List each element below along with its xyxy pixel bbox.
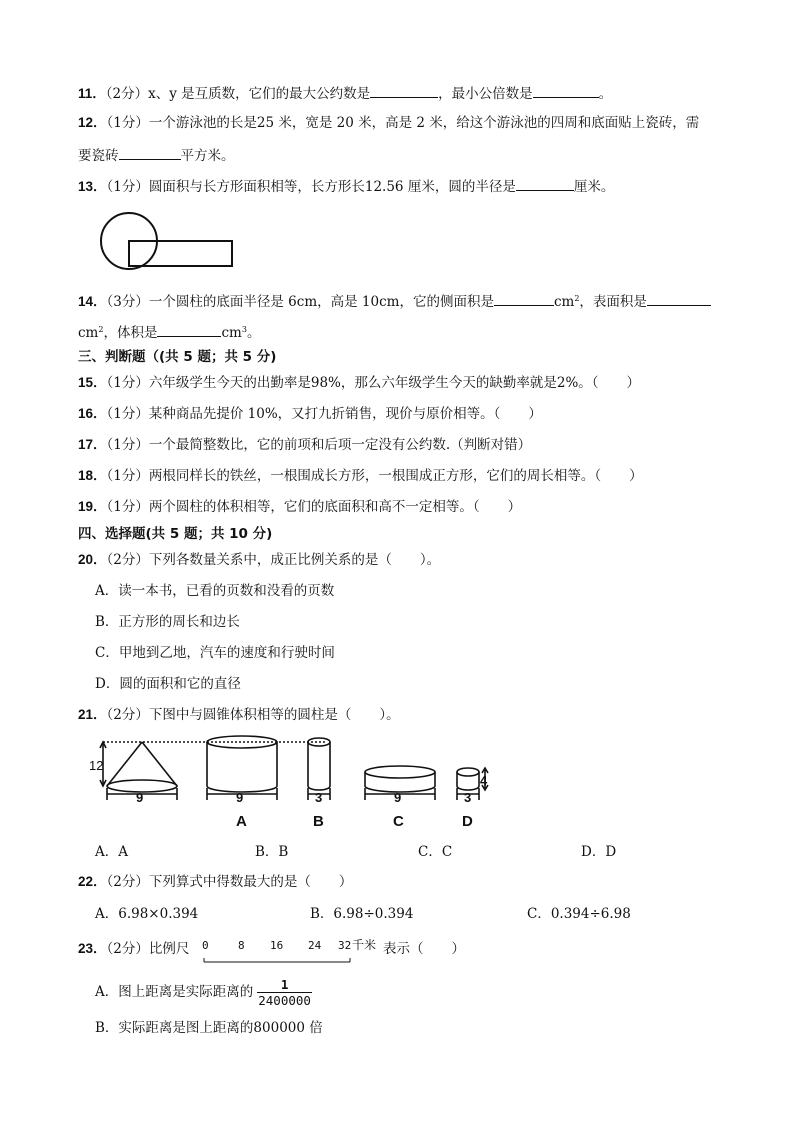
cone-cylinders-figure xyxy=(89,730,495,832)
cylinder-d-diameter-label: 3 xyxy=(464,790,472,805)
option-b[interactable]: B．实际距离是图上距离的800000 倍 xyxy=(95,1020,323,1036)
question-text: 两个圆柱的体积相等，它们的底面积和高不一定相等。（ xyxy=(148,499,480,515)
cylinder-a-top xyxy=(207,736,277,748)
question-18 xyxy=(78,467,643,485)
option-c[interactable]: C．甲地到乙地，汽车的速度和行驶时间 xyxy=(95,645,335,661)
cone-diameter-label: 9 xyxy=(136,790,144,805)
question-13 xyxy=(78,176,614,196)
answer-blank[interactable] xyxy=(370,83,438,98)
option-b[interactable]: B．B xyxy=(255,844,289,860)
answer-blank[interactable] xyxy=(157,322,221,337)
question-text: 表示（ xyxy=(383,941,424,957)
close-paren: ）。 xyxy=(379,707,400,723)
option-c[interactable]: C．C xyxy=(418,844,453,860)
question-text: ，体积是 xyxy=(103,325,158,341)
cylinder-c-diameter-label: 9 xyxy=(394,790,402,805)
unit-text: cm xyxy=(553,294,575,310)
close-paren: ） xyxy=(338,874,353,890)
question-score: （1分） xyxy=(106,468,149,484)
question-score: （2分） xyxy=(106,941,149,957)
question-16 xyxy=(78,405,542,423)
scale-unit-label: 千米 xyxy=(352,938,377,952)
question-15 xyxy=(78,374,640,392)
option-text: A．图上距离是实际距离的 xyxy=(95,984,254,1000)
close-paren: ） xyxy=(528,406,542,422)
question-text: 圆面积与长方形面积相等，长方形长12.56 厘米，圆的半径是 xyxy=(148,179,516,195)
fraction-denominator: 2400000 xyxy=(258,993,311,1008)
question-number: 13． xyxy=(78,179,107,194)
close-paren: ） xyxy=(626,375,641,391)
option-d[interactable]: D．圆的面积和它的直径 xyxy=(95,676,241,692)
question-number: 23． xyxy=(78,941,107,956)
fraction xyxy=(257,977,312,1008)
question-text: 两根同样长的铁丝，一根围成长方形，一根围成正方形，它们的周长相等。（ xyxy=(148,468,602,484)
section-heading-judgement: 三、判断题（(共 5 题；共 5 分) xyxy=(78,349,277,365)
question-score: （1分） xyxy=(106,375,149,391)
question-number: 22． xyxy=(78,874,107,889)
question-19 xyxy=(78,498,521,516)
question-number: 12． xyxy=(78,115,107,130)
answer-blank[interactable] xyxy=(647,291,711,306)
question-text: 厘米。 xyxy=(573,179,615,195)
question-text: 下图中与圆锥体积相等的圆柱是（ xyxy=(148,707,352,723)
scale-tick-label: 24 xyxy=(308,939,322,952)
unit-text: cm xyxy=(221,325,242,341)
question-score: （1分） xyxy=(106,406,149,422)
question-number: 16． xyxy=(78,406,107,421)
section-heading-choice: 四、选择题(共 5 题；共 10 分) xyxy=(78,526,273,542)
cylinder-b-diameter-label: 3 xyxy=(315,790,323,805)
option-c[interactable]: C．0.394÷6.98 xyxy=(527,906,631,922)
close-paren: ） xyxy=(451,941,465,957)
answer-blank[interactable] xyxy=(516,176,574,191)
question-number: 15． xyxy=(78,375,107,390)
question-text: 。 xyxy=(246,325,261,341)
unit-superscript: 2 xyxy=(98,325,104,334)
question-17 xyxy=(78,436,531,454)
option-a[interactable]: A．读一本书，已看的页数和没看的页数 xyxy=(95,583,335,599)
question-text: 。 xyxy=(598,86,613,102)
cylinder-a-diameter-label: 9 xyxy=(236,790,244,805)
cylinder-c-top xyxy=(365,766,435,778)
question-text: ，最小公倍数是 xyxy=(438,86,533,102)
question-text: 下列各数量关系中，成正比例关系的是（ xyxy=(148,552,392,568)
question-number: 20． xyxy=(78,552,107,567)
cylinder-d-height-label: 4 xyxy=(480,773,488,788)
option-a[interactable]: A．A xyxy=(95,844,128,860)
question-score: （1分） xyxy=(106,115,149,131)
scale-tick-label: 8 xyxy=(238,939,245,952)
question-score: （2分） xyxy=(106,707,149,723)
answer-blank[interactable] xyxy=(533,83,599,98)
scale-tick-label: 32 xyxy=(338,939,352,952)
answer-blank[interactable] xyxy=(119,145,181,160)
question-11 xyxy=(78,83,612,103)
question-text: 一个最简整数比，它的前项和后项一定没有公约数.（判断对错） xyxy=(148,437,532,453)
question-number: 11． xyxy=(78,86,106,101)
question-text: 六年级学生今天的出勤率是98%，那么六年级学生今天的缺勤率就是2%。（ xyxy=(148,375,599,391)
option-b[interactable]: B．6.98÷0.394 xyxy=(310,906,414,922)
question-text: x、y 是互质数，它们的最大公约数是 xyxy=(148,86,371,102)
close-paren: ） xyxy=(507,499,522,515)
question-score: （2分） xyxy=(106,874,149,890)
circle-rectangle-figure xyxy=(95,208,240,274)
unit-superscript: 3 xyxy=(241,325,247,334)
option-b[interactable]: B．正方形的周长和边长 xyxy=(95,614,240,630)
question-number: 19． xyxy=(78,499,107,514)
close-paren: ） xyxy=(629,468,643,484)
question-score: （3分） xyxy=(106,294,149,310)
fraction-numerator: 1 xyxy=(280,977,289,992)
rectangle-shape xyxy=(129,241,232,266)
question-23-tail xyxy=(383,940,465,958)
scale-tick-label: 16 xyxy=(270,939,284,952)
cylinder-d-top xyxy=(457,768,479,776)
question-14-cont xyxy=(78,321,260,342)
question-number: 18． xyxy=(78,468,107,483)
question-score: （1分） xyxy=(106,499,149,515)
question-text: 平方米。 xyxy=(180,148,235,164)
question-21 xyxy=(78,706,400,724)
answer-blank[interactable] xyxy=(494,291,554,306)
question-number: 21． xyxy=(78,707,107,722)
question-12-cont xyxy=(78,145,235,165)
question-23 xyxy=(78,940,189,958)
question-score: （1分） xyxy=(106,179,149,195)
question-22 xyxy=(78,873,352,891)
figure-label-a: A xyxy=(236,813,247,830)
question-score: （2分） xyxy=(105,86,149,102)
unit-text: cm xyxy=(78,325,99,341)
question-number: 14． xyxy=(78,294,107,309)
question-score: （2分） xyxy=(106,552,149,568)
figure-label-c: C xyxy=(393,813,404,830)
option-a[interactable]: A．6.98×0.394 xyxy=(95,906,199,922)
question-score: （1分） xyxy=(106,437,149,453)
question-number: 17． xyxy=(78,437,107,452)
option-d[interactable]: D．D xyxy=(581,844,617,860)
close-paren: ）。 xyxy=(419,552,441,568)
scale-bar xyxy=(198,936,382,968)
unit-superscript: 2 xyxy=(574,294,580,303)
option-a[interactable] xyxy=(95,976,312,1008)
question-text: 一个游泳池的长是25 米，宽是 20 米，高是 2 米，给这个游泳池的四周和底面贴上瓷砖，需 xyxy=(148,115,700,131)
question-text: ，表面积是 xyxy=(579,294,647,310)
question-text: 比例尺 xyxy=(148,941,190,957)
question-text: 下列算式中得数最大的是（ xyxy=(148,874,311,890)
cone-height-label: 12 xyxy=(89,758,104,773)
question-20 xyxy=(78,551,440,569)
question-14 xyxy=(78,290,711,311)
scale-tick-label: 0 xyxy=(202,939,209,952)
figure-label-d: D xyxy=(462,813,473,830)
question-text: 要瓷砖 xyxy=(78,148,119,164)
question-text: 某种商品先提价 10%，又打九折销售，现价与原价相等。（ xyxy=(148,406,501,422)
question-text: 一个圆柱的底面半径是 6cm，高是 10cm，它的侧面积是 xyxy=(148,294,494,310)
figure-label-b: B xyxy=(313,813,324,830)
question-12 xyxy=(78,114,699,132)
